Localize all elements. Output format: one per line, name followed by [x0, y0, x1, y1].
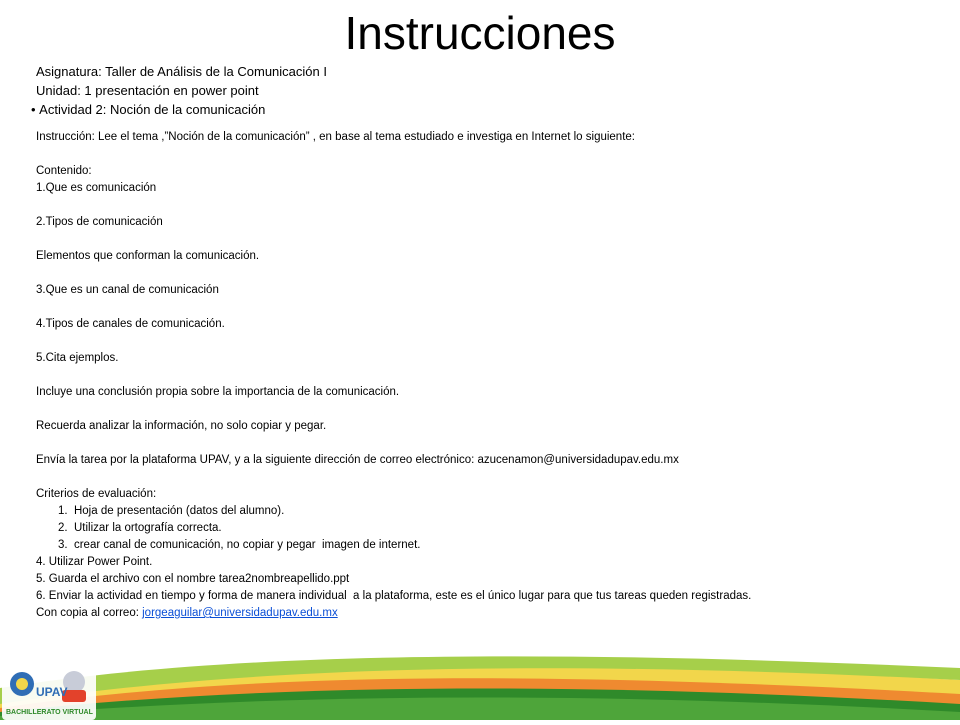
copia-prefix: Con copia al correo:: [36, 607, 143, 619]
contenido-item: 4.Tipos de canales de comunicación.: [36, 318, 225, 330]
contenido-item: 1.Que es comunicación: [36, 182, 157, 194]
criterio-item: 2. Utilizar la ortografía correcta.: [58, 522, 222, 534]
footer-swoosh-decoration: [0, 650, 960, 720]
contenido-label: Contenido:: [36, 165, 92, 177]
actividad-line: • Actividad 2: Noción de la comunicación: [36, 100, 936, 119]
upav-logo: [2, 664, 96, 720]
contenido-item: 5.Cita ejemplos.: [36, 352, 119, 364]
slide-title: Instrucciones: [344, 7, 616, 59]
upav-logo-text: UPAV: [36, 685, 68, 699]
contenido-item: Elementos que conforman la comunicación.: [36, 250, 260, 262]
slide-body: [36, 62, 936, 622]
criterios-label: Criterios de evaluación:: [36, 488, 157, 500]
copia-email-link[interactable]: jorgeaguilar@universidadupav.edu.mx: [142, 607, 338, 619]
criterio-item: 3. crear canal de comunicación, no copiar y pegar imagen de internet.: [58, 539, 421, 551]
contenido-item: Envía la tarea por la plataforma UPAV, y a la siguiente dirección de correo electrónico: azucenamon@universidadupav.edu.mx: [36, 454, 679, 466]
asignatura-line: Asignatura: Taller de Análisis de la Comunicación I: [36, 64, 327, 79]
unidad-line: Unidad: 1 presentación en power point: [36, 83, 259, 98]
copia-line: [36, 605, 936, 622]
criterio-item: 1. Hoja de presentación (datos del alumno).: [58, 505, 285, 517]
criterio-item: 5. Guarda el archivo con el nombre tarea2nombreapellido.ppt: [36, 573, 350, 585]
contenido-item: Recuerda analizar la información, no solo copiar y pegar.: [36, 420, 327, 432]
criterio-item: 4. Utilizar Power Point.: [36, 556, 153, 568]
contenido-item: 3.Que es un canal de comunicación: [36, 284, 219, 296]
instruccion-line: Instrucción: Lee el tema ,”Noción de la comunicación” , en base al tema estudiado e investiga en Internet lo siguiente:: [36, 131, 635, 143]
upav-logo-subtext: BACHILLERATO VIRTUAL: [6, 709, 93, 716]
contenido-item: 2.Tipos de comunicación: [36, 216, 163, 228]
criterio-item: 6. Enviar la actividad en tiempo y forma de manera individual a la plataforma, este es el único lugar para que tus tareas queden registradas.: [36, 590, 752, 602]
contenido-item: Incluye una conclusión propia sobre la importancia de la comunicación.: [36, 386, 400, 398]
